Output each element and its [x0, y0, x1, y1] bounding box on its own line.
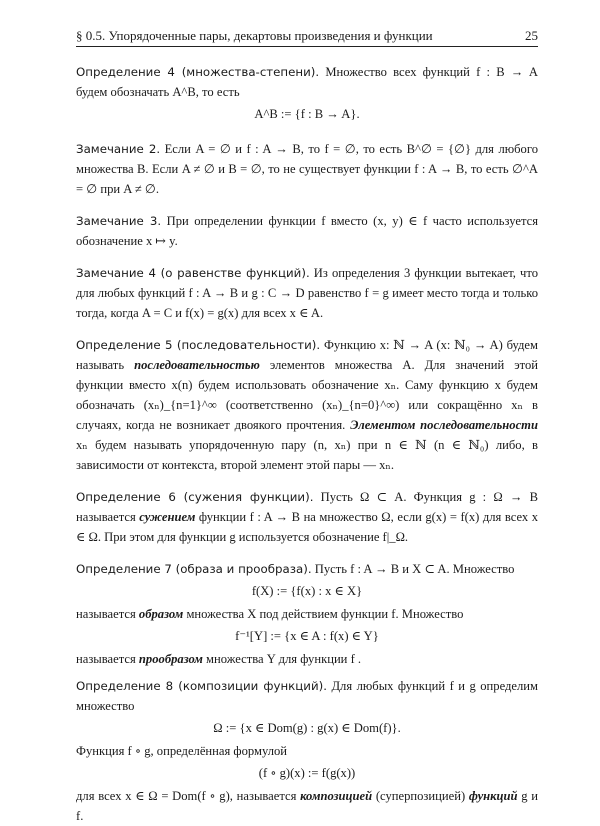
- definition-8-heading: Определение 8 (композиции функций).: [76, 679, 327, 693]
- term-sequence: последовательностью: [134, 358, 260, 372]
- remark-4-text: Из определения 3 функции вытекает, что для любых функций f : A → B и g : C → D равенство f = g имеет место тогда и только тогда, когда A = C и f(x) = g(x) для всех x ∈ A.: [76, 266, 538, 320]
- omega-formula: Ω := {x ∈ Dom(g) : g(x) ∈ Dom(f)}.: [213, 721, 401, 735]
- definition-7-preimage-line: [76, 649, 538, 669]
- definition-7-text-2b: множества X под действием функции f. Множество: [186, 607, 464, 621]
- definition-8-text-3c: g и f.: [76, 789, 539, 823]
- term-preimage: прообразом: [138, 652, 203, 666]
- definition-7-text-3a: называется: [76, 652, 136, 666]
- remark-3: [76, 211, 538, 251]
- remark-3-heading: Замечание 3.: [76, 214, 162, 228]
- term-restriction: сужением: [139, 510, 196, 524]
- definition-7-heading: Определение 7 (образа и прообраза).: [76, 562, 312, 576]
- composition-formula: (f ∘ g)(x) := f(g(x)): [258, 766, 356, 780]
- definition-6-text-1: Пусть Ω ⊂ A. Функция g : Ω → B называется: [76, 490, 538, 524]
- definition-6-text-2: функции f : A → B на множество Ω, если g(x) = f(x) для всех x ∈ Ω. При этом для функции g используется обозначение f|_Ω.: [76, 510, 538, 544]
- term-sequence-element: Элементом последовательности: [350, 418, 538, 432]
- definition-6-heading: Определение 6 (сужения функции).: [76, 490, 314, 504]
- remark-3-text: При определении функции f вместо (x, y) ∈ f часто используется обозначение x ↦ y.: [76, 214, 538, 248]
- page-body: [76, 62, 538, 826]
- definition-8-text-3b: (суперпозицией): [375, 789, 466, 803]
- header-title: § 0.5. Упорядоченные пары, декартовы произведения и функции: [76, 28, 433, 43]
- definition-4-formula: A^B := {f : B → A}.: [254, 107, 360, 121]
- remark-2-text: Если A = ∅ и f : A → B, то f = ∅, то есть B^∅ = {∅} для любого множества B. Если A ≠ ∅ и B = ∅, то не существует функции f : A → B, то есть ∅^A = ∅ при A ≠ ∅.: [76, 142, 538, 196]
- definition-5-text-1: Функцию x: ℕ → A (x: ℕ₀ → A) будем называть: [76, 338, 538, 372]
- remark-4-heading: Замечание 4 (о равенстве функций).: [76, 266, 310, 280]
- definition-8-text-2: Функция f ∘ g, определённая формулой: [76, 744, 288, 758]
- term-functions: функций: [468, 789, 518, 803]
- definition-7-text-3b: множества Y для функции f .: [206, 652, 362, 666]
- remark-2: [76, 139, 538, 199]
- definition-5: [76, 335, 538, 475]
- definition-8-text-1: Для любых функций f и g определим множество: [76, 679, 538, 713]
- definition-8-text-3a: для всех x ∈ Ω = Dom(f ∘ g), называется: [76, 789, 297, 803]
- remark-2-heading: Замечание 2.: [76, 142, 161, 156]
- definition-5-text-2: элементов множества A. Для значений этой функции вместо x(n) будем использовать обозначение xₙ. Саму функцию x будем обозначать (xₙ)_{n=1}^∞ (соответственно (xₙ)_{n=0}^∞) или сокращённо xₙ в случаях, когда не возникает двоякого прочтения.: [76, 358, 538, 432]
- running-header: [76, 26, 538, 47]
- definition-5-text-3: xₙ будем называть упорядоченную пару (n, xₙ) при n ∈ ℕ (n ∈ ℕ₀) либо, в зависимости от контекста, второй элемент этой пары — xₙ.: [76, 438, 538, 472]
- term-image: образом: [138, 607, 184, 621]
- preimage-formula: f⁻¹[Y] := {x ∈ A : f(x) ∈ Y}: [235, 629, 379, 643]
- definition-7-text-1: Пусть f : A → B и X ⊂ A. Множество: [314, 562, 515, 576]
- definition-7-image-line: [76, 604, 538, 624]
- remark-4: [76, 263, 538, 323]
- definition-4-heading: Определение 4 (множества-степени).: [76, 65, 320, 79]
- page-number: 25: [525, 28, 538, 43]
- definition-7: [76, 559, 538, 579]
- definition-4: [76, 62, 538, 102]
- definition-5-heading: Определение 5 (последовательности).: [76, 338, 321, 352]
- definition-6: [76, 487, 538, 547]
- term-composition: композицией: [300, 789, 373, 803]
- definition-8: [76, 676, 538, 716]
- definition-4-text: Множество всех функций f : B → A будем обозначать A^B, то есть: [76, 65, 538, 99]
- definition-7-text-2a: называется: [76, 607, 136, 621]
- image-formula: f(X) := {f(x) : x ∈ X}: [251, 584, 363, 598]
- definition-8-last-line: [76, 786, 538, 826]
